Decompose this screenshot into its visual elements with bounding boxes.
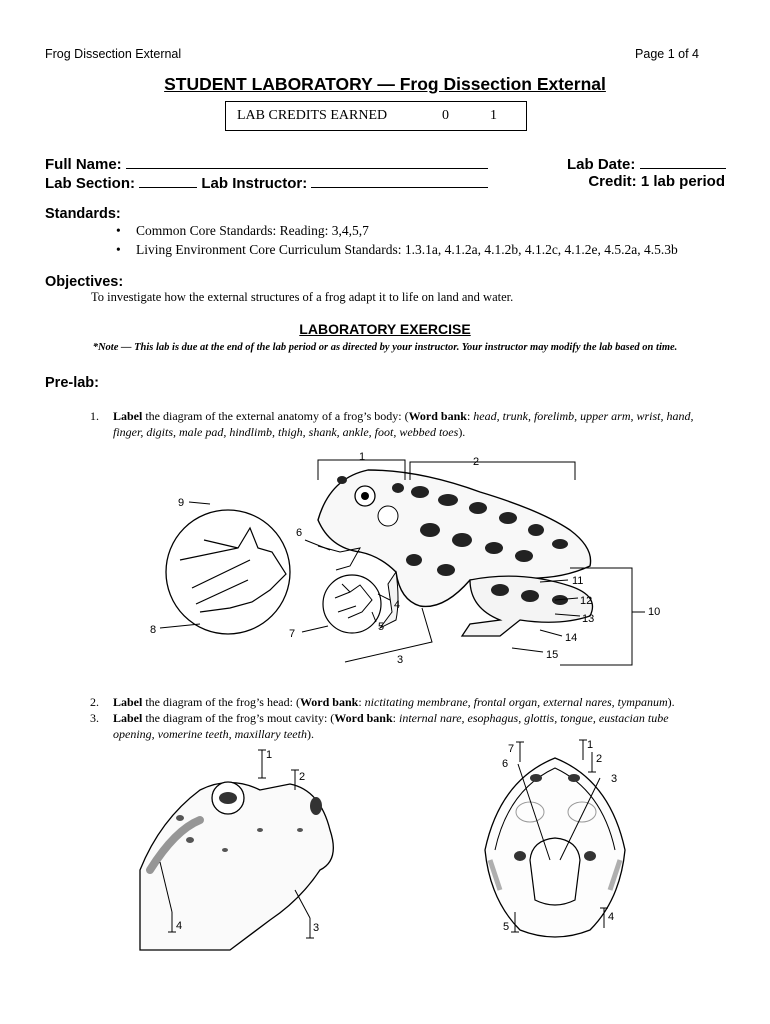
- diagram1-label: 4: [394, 599, 401, 611]
- diagram3-label: 3: [611, 773, 618, 785]
- frog-mouth-diagram: [465, 735, 645, 945]
- lab-credits-label: LAB CREDITS EARNED: [237, 108, 388, 123]
- objectives-heading: Objectives:: [45, 274, 124, 290]
- lab-date-field: [567, 154, 726, 173]
- note-text: *Note — This lab is due at the end of the lab period or as directed by your instructor. Your instructor may modify the lab based on time.: [92, 342, 678, 353]
- diagram2-label: 3: [313, 922, 320, 934]
- diagram3-label: 2: [596, 753, 603, 765]
- diagram1-label: 2: [473, 456, 480, 468]
- lab-date-label: Lab Date:: [567, 156, 636, 173]
- full-name-line[interactable]: [126, 154, 488, 169]
- document-title: STUDENT LABORATORY — Frog Dissection External: [164, 74, 606, 94]
- lab-section-label: Lab Section:: [45, 175, 136, 192]
- question-3: 3. Label the diagram of the frog’s mout cavity: (Word bank: internal nare, esophagus, glottis, tongue, eustacian tube opening, vomerine teeth, maxillary teeth).: [90, 711, 669, 741]
- credit-text: Credit: 1 lab period: [588, 173, 725, 190]
- diagram1-label: 15: [546, 649, 559, 661]
- diagram1-label: 10: [648, 606, 661, 618]
- objectives-text: To investigate how the external structures of a frog adapt it to life on land and water.: [91, 290, 514, 304]
- lab-section-line[interactable]: [139, 173, 197, 188]
- diagram1-label: 1: [359, 451, 366, 463]
- diagram3-label: 1: [587, 739, 594, 751]
- lab-date-line[interactable]: [640, 154, 726, 169]
- diagram3-label: 7: [508, 743, 515, 755]
- question-1: 1. Label the diagram of the external anatomy of a frog’s body: (Word bank: head, trunk, forelimb, upper arm, wrist, hand, finger, digits, male pad, hindlimb, thigh, shank, ankle, foot, webbed toes).: [90, 409, 694, 439]
- lab-instructor-label: Lab Instructor:: [201, 175, 308, 192]
- standards-item: • Living Environment Core Curriculum Standards: 1.3.1a, 4.1.2a, 4.1.2b, 4.1.2c, 4.1.2e, 4.5.2a, 4.5.3b: [116, 242, 678, 257]
- page-number: Page 1 of 4: [635, 47, 699, 61]
- standards-heading: Standards:: [45, 206, 121, 222]
- lab-credits-box: [225, 101, 527, 131]
- diagram2-label: 1: [266, 749, 273, 761]
- diagram1-label: 8: [150, 624, 157, 636]
- diagram2-label: 4: [176, 920, 183, 932]
- question-2: 2. Label the diagram of the frog’s head: (Word bank: nictitating membrane, frontal organ, external nares, tympanum).: [90, 695, 675, 709]
- diagram1-label: 5: [378, 621, 385, 633]
- bullet-icon: •: [116, 242, 121, 257]
- full-name-field: [45, 154, 488, 173]
- diagram1-label: 12: [580, 595, 593, 607]
- diagram1-label: 9: [178, 497, 185, 509]
- diagram3-label: 6: [502, 758, 509, 770]
- bullet-icon: •: [116, 223, 121, 238]
- diagram1-label: 11: [572, 575, 584, 587]
- diagram2-label: 2: [299, 771, 306, 783]
- diagram1-label: 3: [397, 654, 404, 666]
- diagram1-label: 14: [565, 632, 578, 644]
- exercise-heading: LABORATORY EXERCISE: [299, 321, 471, 337]
- page-header-title: Frog Dissection External: [45, 47, 182, 61]
- frog-body-diagram: [140, 445, 680, 670]
- full-name-label: Full Name:: [45, 156, 122, 173]
- lab-section-field: [45, 173, 488, 192]
- credit-option-1[interactable]: 1: [490, 108, 497, 123]
- diagram1-label: 7: [289, 628, 296, 640]
- standards-item: • Common Core Standards: Reading: 3,4,5,7: [116, 223, 369, 238]
- frog-head-diagram: [130, 745, 350, 960]
- lab-instructor-line[interactable]: [311, 173, 488, 188]
- credit-option-0[interactable]: 0: [442, 108, 449, 123]
- diagram3-label: 5: [503, 921, 510, 933]
- diagram1-label: 13: [582, 613, 595, 625]
- diagram1-label: 6: [296, 527, 303, 539]
- diagram3-label: 4: [608, 911, 615, 923]
- prelab-heading: Pre-lab:: [45, 375, 99, 391]
